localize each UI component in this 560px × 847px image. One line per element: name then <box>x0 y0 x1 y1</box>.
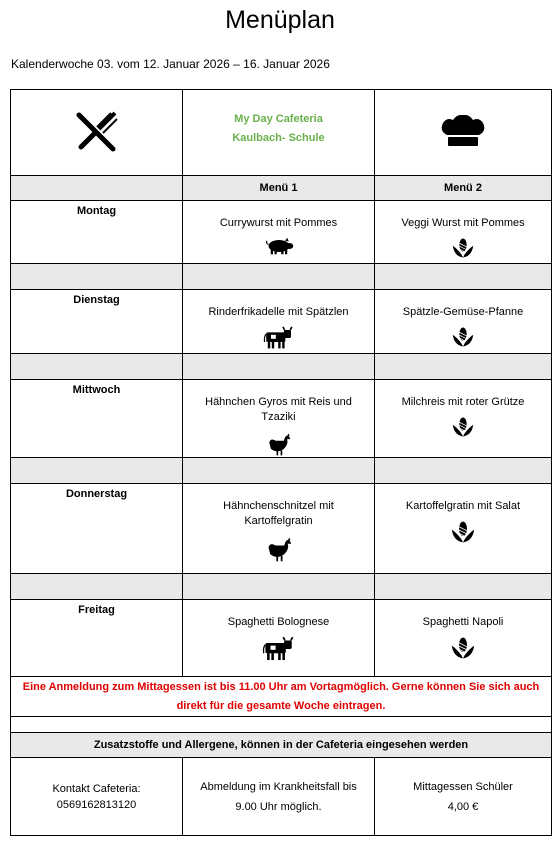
dish-name: Veggi Wurst mit Pommes <box>401 217 525 229</box>
brand-school: Kaulbach- Schule <box>232 132 325 144</box>
contact-label: Kontakt Cafeteria: <box>52 782 141 795</box>
menu1-dish <box>183 484 375 574</box>
corn-icon <box>452 416 474 438</box>
corn-icon <box>451 520 475 544</box>
header-empty <box>11 176 183 201</box>
dish-name: Kartoffelgratin mit Salat <box>405 500 521 512</box>
brand-name: My Day Cafeteria <box>234 113 323 125</box>
menu2-dish <box>375 484 552 574</box>
day-row <box>11 484 552 574</box>
menu2-dish <box>375 201 552 264</box>
dish-name: Currywurst mit Pommes <box>219 217 338 229</box>
menu1-dish <box>183 201 375 264</box>
day-row <box>11 201 552 264</box>
page-title: Menüplan <box>225 6 335 34</box>
menu2-dish <box>375 290 552 354</box>
registration-note: Eine Anmeldung zum Mittagessen ist bis 11.00 Uhr am Vortagmöglich. Gerne können Sie sich auch direkt für die gesamte Woche eintragen. <box>11 677 552 717</box>
menu1-header: Menü 1 <box>183 176 375 201</box>
day-name: Montag <box>11 201 183 264</box>
allergen-note: Zusatzstoffe und Allergene, können in der Cafeteria eingesehen werden <box>11 733 552 758</box>
chef-hat-cell <box>375 90 552 176</box>
dish-name: Spaghetti Napoli <box>422 616 504 628</box>
cancellation-note: Abmeldung im Krankheitsfall bis 9.00 Uhr möglich. <box>183 758 375 836</box>
corn-icon <box>452 237 474 259</box>
day-name: Freitag <box>11 600 183 677</box>
cow-icon <box>262 636 296 662</box>
menu2-dish <box>375 600 552 677</box>
dish-name: Rinderfrikadelle mit Spätzlen <box>208 306 349 318</box>
contact-phone: 0569162813120 <box>56 798 137 811</box>
chicken-icon <box>265 535 293 563</box>
day-name: Dienstag <box>11 290 183 354</box>
contact-cell <box>11 758 183 836</box>
price-value: 4,00 € <box>447 800 479 813</box>
dish-name: Milchreis mit roter Grütze <box>401 396 525 408</box>
menu2-dish <box>375 380 552 458</box>
day-name: Donnerstag <box>11 484 183 574</box>
menu2-header: Menü 2 <box>375 176 552 201</box>
cutlery-icon <box>75 109 119 153</box>
dish-name: Spaghetti Bolognese <box>227 616 330 628</box>
menu1-dish <box>183 600 375 677</box>
week-range: Kalenderwoche 03. vom 12. Januar 2026 – 16. Januar 2026 <box>11 57 330 71</box>
chef-hat-icon <box>439 115 487 147</box>
menu-table <box>10 89 552 836</box>
dish-name: Hähnchenschnitzel mit Kartoffelgratin <box>223 500 334 527</box>
day-row <box>11 290 552 354</box>
price-cell <box>375 758 552 836</box>
chicken-icon <box>266 431 292 457</box>
cutlery-cell <box>11 90 183 176</box>
menu1-dish <box>183 290 375 354</box>
day-name: Mittwoch <box>11 380 183 458</box>
pig-icon <box>264 237 294 255</box>
dish-name: Spätzle-Gemüse-Pfanne <box>402 306 524 318</box>
cow-icon <box>262 326 296 350</box>
menu1-dish <box>183 380 375 458</box>
dish-name: Hähnchen Gyros mit Reis und Tzaziki <box>205 396 352 423</box>
corn-icon <box>452 326 474 348</box>
corn-icon <box>451 636 475 660</box>
day-row <box>11 380 552 458</box>
cafeteria-brand <box>183 90 375 176</box>
price-label: Mittagessen Schüler <box>413 780 513 793</box>
day-row <box>11 600 552 677</box>
